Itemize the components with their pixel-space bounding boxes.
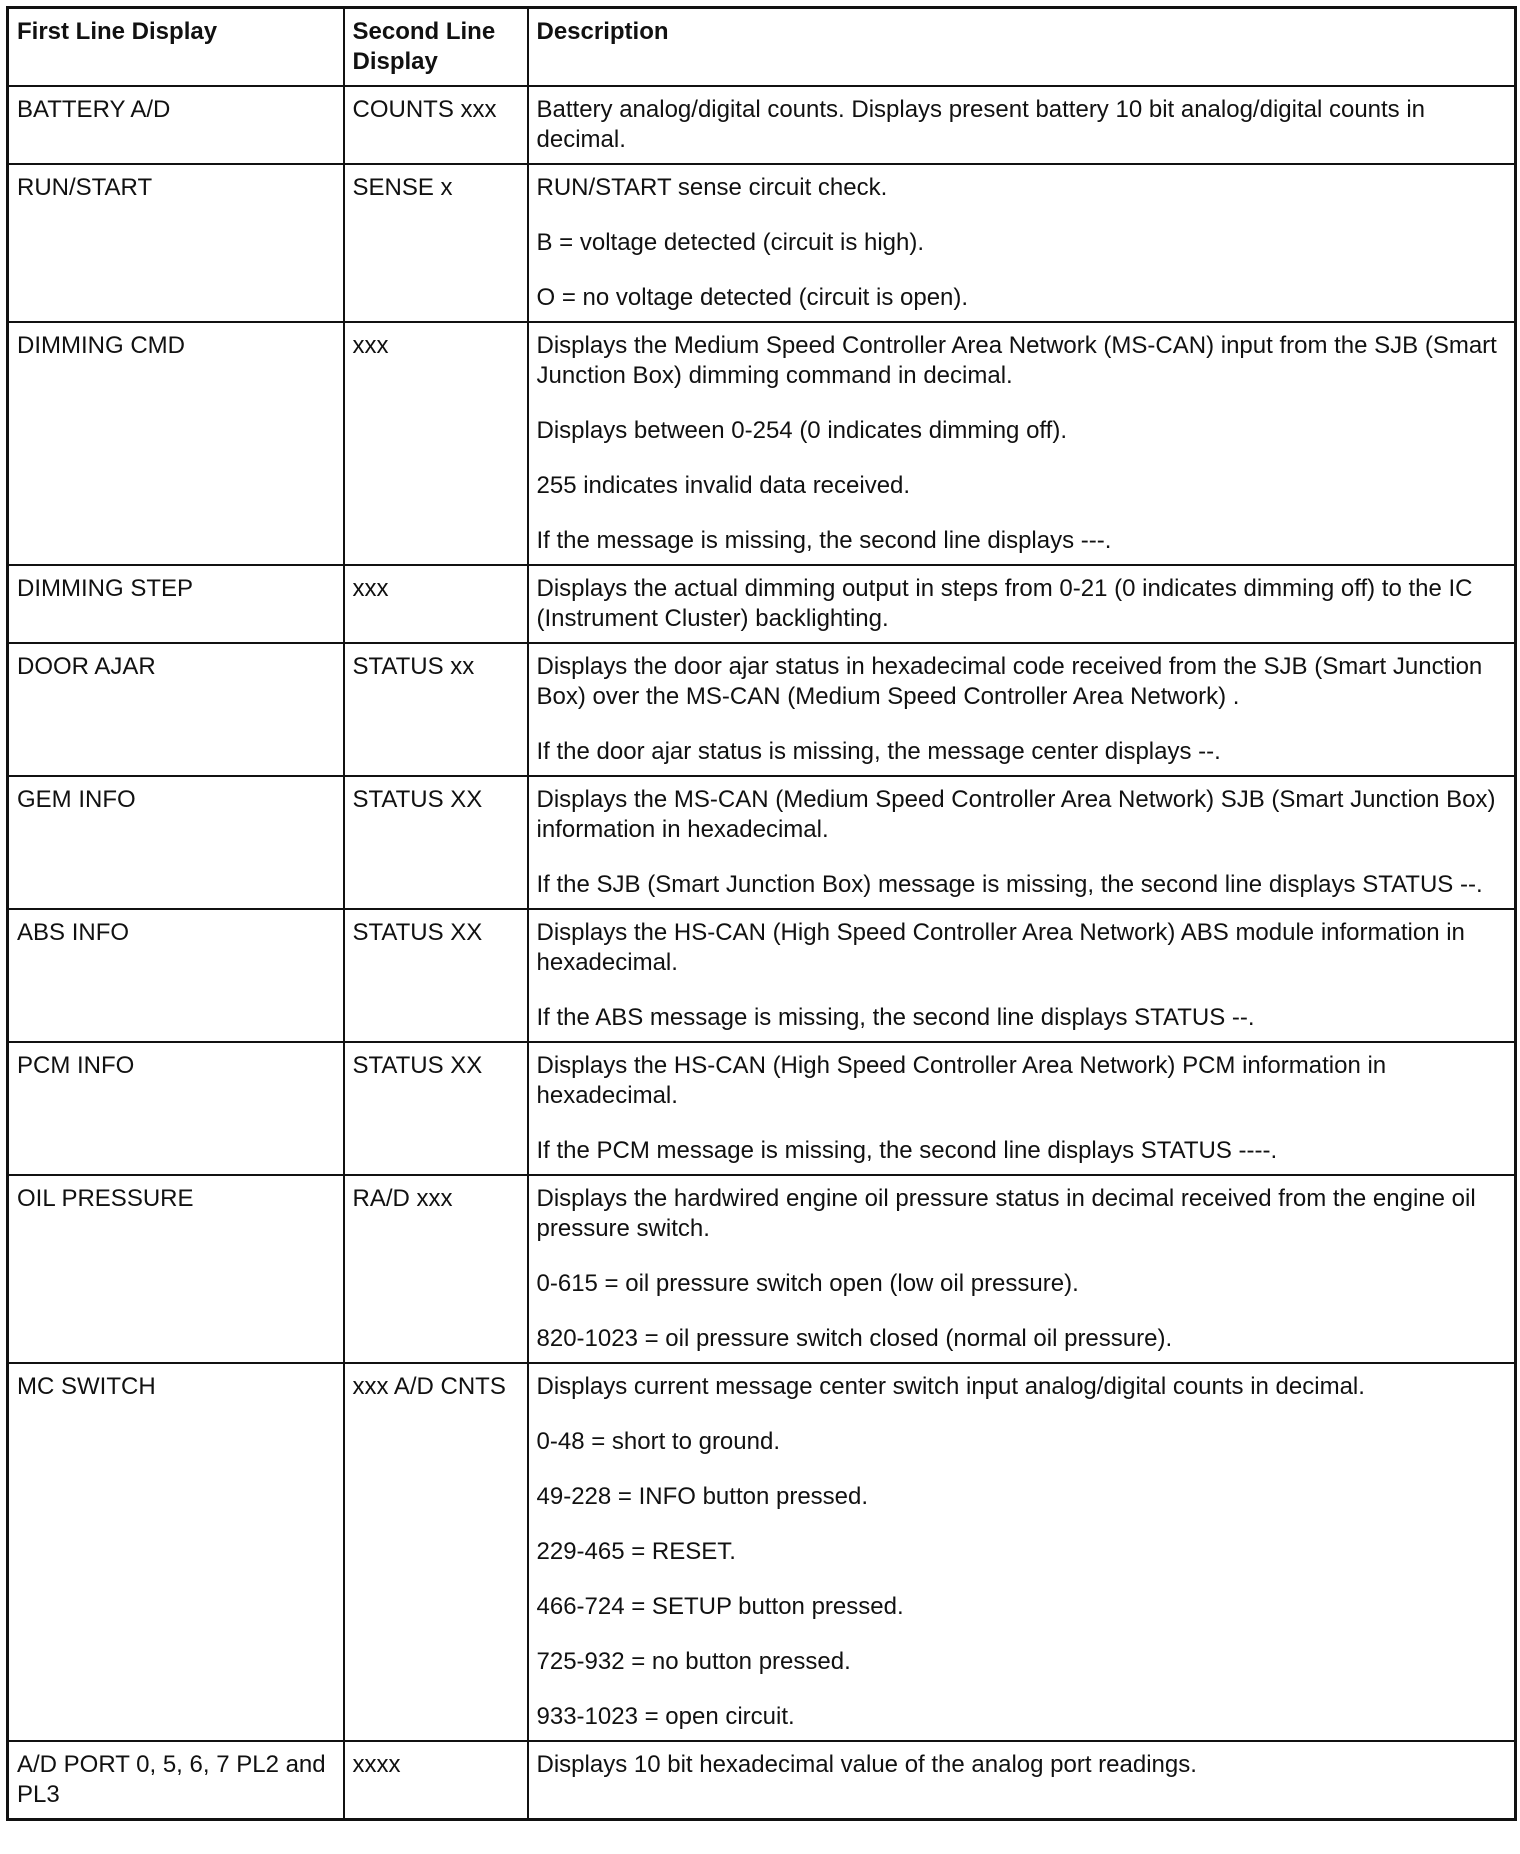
description-paragraph: 49-228 = INFO button pressed. [536, 1483, 869, 1510]
second-line-display-cell: STATUS xx [344, 643, 528, 776]
first-line-display-cell: DOOR AJAR [8, 643, 344, 776]
description-cell [528, 1042, 1516, 1175]
first-line-display-cell: OIL PRESSURE [8, 1175, 344, 1363]
description-paragraph: Displays between 0-254 (0 indicates dimming off). [536, 417, 1067, 444]
description-paragraph: Battery analog/digital counts. Displays present battery 10 bit analog/digital counts in decimal. [536, 96, 1426, 153]
table-row [8, 1363, 1516, 1741]
header-description: Description [528, 8, 1516, 87]
table-row [8, 86, 1516, 164]
description-cell [528, 909, 1516, 1042]
header-second-line-display: Second Line Display [344, 8, 528, 87]
description-paragraph: 933-1023 = open circuit. [536, 1703, 795, 1730]
description-cell [528, 1741, 1516, 1820]
description-paragraph: 0-48 = short to ground. [536, 1428, 780, 1455]
description-cell [528, 643, 1516, 776]
second-line-display-cell: xxx [344, 322, 528, 565]
table-row [8, 1042, 1516, 1175]
description-paragraph: If the message is missing, the second line displays ---. [536, 527, 1112, 554]
description-paragraph: 725-932 = no button pressed. [536, 1648, 851, 1675]
first-line-display-cell: MC SWITCH [8, 1363, 344, 1741]
first-line-display-cell: GEM INFO [8, 776, 344, 909]
description-paragraph: If the ABS message is missing, the second line displays STATUS --. [536, 1004, 1255, 1031]
description-cell [528, 1363, 1516, 1741]
second-line-display-cell: STATUS XX [344, 909, 528, 1042]
description-paragraph: Displays 10 bit hexadecimal value of the analog port readings. [536, 1751, 1197, 1778]
table-row [8, 909, 1516, 1042]
table-row [8, 322, 1516, 565]
table-header-row [8, 8, 1516, 87]
second-line-display-cell: xxx [344, 565, 528, 643]
description-paragraph: Displays the actual dimming output in steps from 0-21 (0 indicates dimming off) to the IC (Instrument Cluster) backlighting. [536, 575, 1473, 632]
description-paragraph: 229-465 = RESET. [536, 1538, 736, 1565]
table-body [8, 86, 1516, 1820]
description-cell [528, 322, 1516, 565]
description-paragraph: If the PCM message is missing, the second line displays STATUS ----. [536, 1137, 1278, 1164]
first-line-display-cell: DIMMING CMD [8, 322, 344, 565]
description-cell [528, 164, 1516, 322]
description-paragraph: O = no voltage detected (circuit is open). [536, 284, 969, 311]
description-paragraph: 820-1023 = oil pressure switch closed (normal oil pressure). [536, 1325, 1173, 1352]
description-cell [528, 86, 1516, 164]
description-paragraph: Displays the Medium Speed Controller Area Network (MS-CAN) input from the SJB (Smart Junction Box) dimming command in decimal. [536, 332, 1497, 389]
header-first-line-display: First Line Display [8, 8, 344, 87]
first-line-display-cell: PCM INFO [8, 1042, 344, 1175]
second-line-display-cell: STATUS XX [344, 776, 528, 909]
second-line-display-cell: xxxx [344, 1741, 528, 1820]
description-cell [528, 1175, 1516, 1363]
table-row [8, 1175, 1516, 1363]
description-paragraph: Displays the MS-CAN (Medium Speed Controller Area Network) SJB (Smart Junction Box) information in hexadecimal. [536, 786, 1496, 843]
first-line-display-cell: A/D PORT 0, 5, 6, 7 PL2 and PL3 [8, 1741, 344, 1820]
description-paragraph: 466-724 = SETUP button pressed. [536, 1593, 904, 1620]
description-paragraph: If the SJB (Smart Junction Box) message is missing, the second line displays STATUS --. [536, 871, 1483, 898]
table-row [8, 643, 1516, 776]
second-line-display-cell: RA/D xxx [344, 1175, 528, 1363]
table-row [8, 1741, 1516, 1820]
table-row [8, 565, 1516, 643]
second-line-display-cell: SENSE x [344, 164, 528, 322]
description-paragraph: Displays the hardwired engine oil pressure status in decimal received from the engine oil pressure switch. [536, 1185, 1476, 1242]
description-paragraph: Displays the door ajar status in hexadecimal code received from the SJB (Smart Junction Box) over the MS-CAN (Medium Speed Controller Area Network) . [536, 653, 1483, 710]
second-line-display-cell: xxx A/D CNTS [344, 1363, 528, 1741]
description-cell [528, 776, 1516, 909]
description-paragraph: Displays the HS-CAN (High Speed Controller Area Network) ABS module information in hexadecimal. [536, 919, 1465, 976]
description-cell [528, 565, 1516, 643]
diagnostic-display-table [6, 6, 1517, 1821]
second-line-display-cell: COUNTS xxx [344, 86, 528, 164]
second-line-display-cell: STATUS XX [344, 1042, 528, 1175]
description-paragraph: Displays the HS-CAN (High Speed Controller Area Network) PCM information in hexadecimal. [536, 1052, 1387, 1109]
description-paragraph: RUN/START sense circuit check. [536, 174, 888, 201]
first-line-display-cell: BATTERY A/D [8, 86, 344, 164]
description-paragraph: Displays current message center switch input analog/digital counts in decimal. [536, 1373, 1365, 1400]
first-line-display-cell: ABS INFO [8, 909, 344, 1042]
description-paragraph: 0-615 = oil pressure switch open (low oil pressure). [536, 1270, 1079, 1297]
description-paragraph: B = voltage detected (circuit is high). [536, 229, 925, 256]
description-paragraph: If the door ajar status is missing, the message center displays --. [536, 738, 1221, 765]
table-row [8, 776, 1516, 909]
first-line-display-cell: RUN/START [8, 164, 344, 322]
table-row [8, 164, 1516, 322]
first-line-display-cell: DIMMING STEP [8, 565, 344, 643]
description-paragraph: 255 indicates invalid data received. [536, 472, 911, 499]
